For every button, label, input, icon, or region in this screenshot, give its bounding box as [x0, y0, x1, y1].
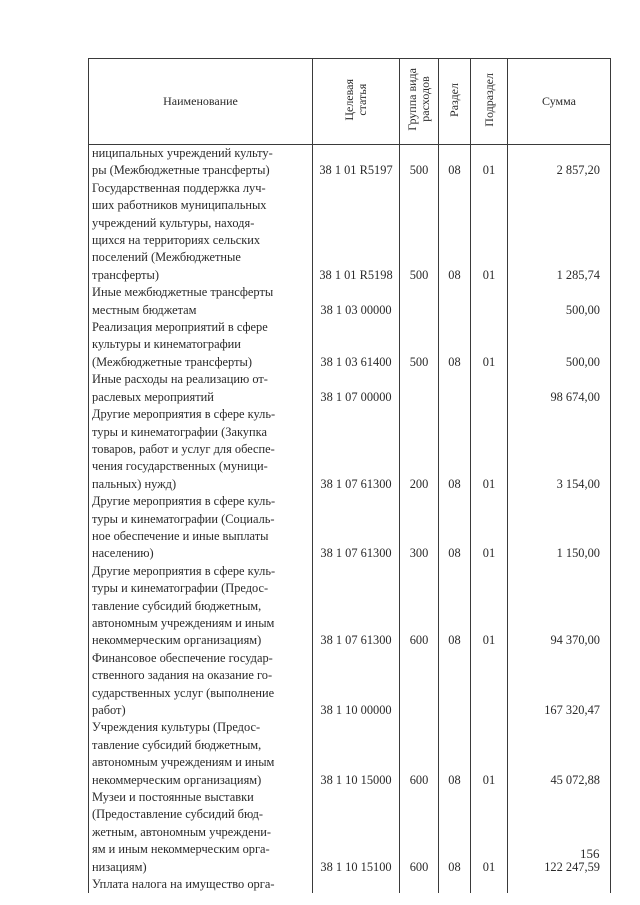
cell-expense-group: [400, 650, 439, 720]
cell-section: [439, 876, 471, 893]
cell-section: 08: [439, 563, 471, 650]
table-row: [89, 371, 611, 406]
cell-target-article: 38 1 01 R5198: [313, 180, 400, 284]
cell-name: Учреждения культуры (Предос- тавление субсидий бюджетным, автономным учреждениям и иным некоммерческим организациям): [89, 719, 313, 789]
header-section: Раздел: [439, 59, 471, 145]
cell-section: 08: [439, 406, 471, 493]
cell-expense-group: [400, 284, 439, 319]
cell-name: Другие мероприятия в сфере куль- туры и кинематографии (Закупка товаров, работ и услуг для обеспе- чения государственных (муници- пальных) нужд): [89, 406, 313, 493]
cell-target-article: 38 1 01 R5197: [313, 145, 400, 180]
cell-sum: 2 857,20: [508, 145, 611, 180]
cell-section: [439, 650, 471, 720]
cell-section: 08: [439, 789, 471, 876]
cell-expense-group: 200: [400, 406, 439, 493]
cell-subsection: [471, 650, 508, 720]
cell-sum: 1 285,74: [508, 180, 611, 284]
cell-target-article: 38 1 07 61300: [313, 493, 400, 563]
table-row: [89, 876, 611, 893]
cell-subsection: 01: [471, 319, 508, 371]
cell-section: 08: [439, 493, 471, 563]
cell-expense-group: 600: [400, 789, 439, 876]
header-target-article: Целевая статья: [313, 59, 400, 145]
cell-expense-group: 500: [400, 319, 439, 371]
cell-name: ниципальных учреждений культу- ры (Межбюджетные трансферты): [89, 145, 313, 180]
cell-target-article: 38 1 10 15000: [313, 719, 400, 789]
cell-subsection: [471, 371, 508, 406]
cell-subsection: 01: [471, 180, 508, 284]
cell-name: Реализация мероприятий в сфере культуры и кинематографии (Межбюджетные трансферты): [89, 319, 313, 371]
cell-name: Иные расходы на реализацию от- раслевых мероприятий: [89, 371, 313, 406]
cell-expense-group: 600: [400, 719, 439, 789]
cell-target-article: [313, 876, 400, 893]
cell-sum: 500,00: [508, 319, 611, 371]
table-row: [89, 406, 611, 493]
cell-subsection: 01: [471, 563, 508, 650]
cell-sum: 3 154,00: [508, 406, 611, 493]
cell-name: Уплата налога на имущество орга-: [89, 876, 313, 893]
cell-section: 08: [439, 145, 471, 180]
budget-table-container: [88, 58, 610, 893]
cell-expense-group: 500: [400, 145, 439, 180]
cell-subsection: [471, 876, 508, 893]
table-header-row: [89, 59, 611, 145]
cell-subsection: [471, 284, 508, 319]
cell-name: Финансовое обеспечение государ- ственного задания на оказание го- сударственных услуг (выполнение работ): [89, 650, 313, 720]
cell-target-article: 38 1 10 00000: [313, 650, 400, 720]
table-row: [89, 319, 611, 371]
cell-section: [439, 284, 471, 319]
cell-section: [439, 371, 471, 406]
cell-expense-group: 300: [400, 493, 439, 563]
cell-name: Музеи и постоянные выставки (Предоставление субсидий бюд- жетным, автономным учреждени- ям и иным некоммерческим орга- низациям): [89, 789, 313, 876]
budget-table: [88, 58, 611, 893]
table-row: [89, 284, 611, 319]
cell-sum: 122 247,59: [508, 789, 611, 876]
cell-name: Другие мероприятия в сфере куль- туры и кинематографии (Социаль- ное обеспечение и иные выплаты населению): [89, 493, 313, 563]
cell-name: Государственная поддержка луч- ших работников муниципальных учреждений культуры, находя- щихся на территориях сельских поселений (Межбюджетные трансферты): [89, 180, 313, 284]
table-row: [89, 789, 611, 876]
cell-target-article: 38 1 03 61400: [313, 319, 400, 371]
cell-section: 08: [439, 319, 471, 371]
page-number: 156: [580, 846, 600, 861]
cell-expense-group: 600: [400, 563, 439, 650]
table-row: [89, 563, 611, 650]
cell-subsection: 01: [471, 406, 508, 493]
cell-target-article: 38 1 07 61300: [313, 406, 400, 493]
cell-expense-group: 500: [400, 180, 439, 284]
table-row: [89, 145, 611, 180]
cell-section: 08: [439, 180, 471, 284]
cell-sum: 1 150,00: [508, 493, 611, 563]
cell-target-article: 38 1 07 00000: [313, 371, 400, 406]
header-subsection: Подраздел: [471, 59, 508, 145]
cell-subsection: 01: [471, 145, 508, 180]
cell-sum: 98 674,00: [508, 371, 611, 406]
cell-expense-group: [400, 371, 439, 406]
cell-target-article: 38 1 07 61300: [313, 563, 400, 650]
table-row: [89, 650, 611, 720]
cell-target-article: 38 1 03 00000: [313, 284, 400, 319]
cell-subsection: 01: [471, 719, 508, 789]
cell-target-article: 38 1 10 15100: [313, 789, 400, 876]
cell-subsection: 01: [471, 789, 508, 876]
cell-sum: [508, 876, 611, 893]
table-row: [89, 493, 611, 563]
cell-name: Иные межбюджетные трансферты местным бюджетам: [89, 284, 313, 319]
table-row: [89, 719, 611, 789]
table-row: [89, 180, 611, 284]
cell-sum: 167 320,47: [508, 650, 611, 720]
cell-sum: 500,00: [508, 284, 611, 319]
header-expense-group: Группа вида расходов: [400, 59, 439, 145]
cell-sum: 94 370,00: [508, 563, 611, 650]
cell-section: 08: [439, 719, 471, 789]
header-sum: Сумма: [508, 59, 611, 145]
cell-expense-group: [400, 876, 439, 893]
cell-subsection: 01: [471, 493, 508, 563]
cell-sum: 45 072,88: [508, 719, 611, 789]
header-name: Наименование: [89, 59, 313, 145]
cell-name: Другие мероприятия в сфере куль- туры и кинематографии (Предос- тавление субсидий бюджетным, автономным учреждениям и иным некоммерческим организациям): [89, 563, 313, 650]
